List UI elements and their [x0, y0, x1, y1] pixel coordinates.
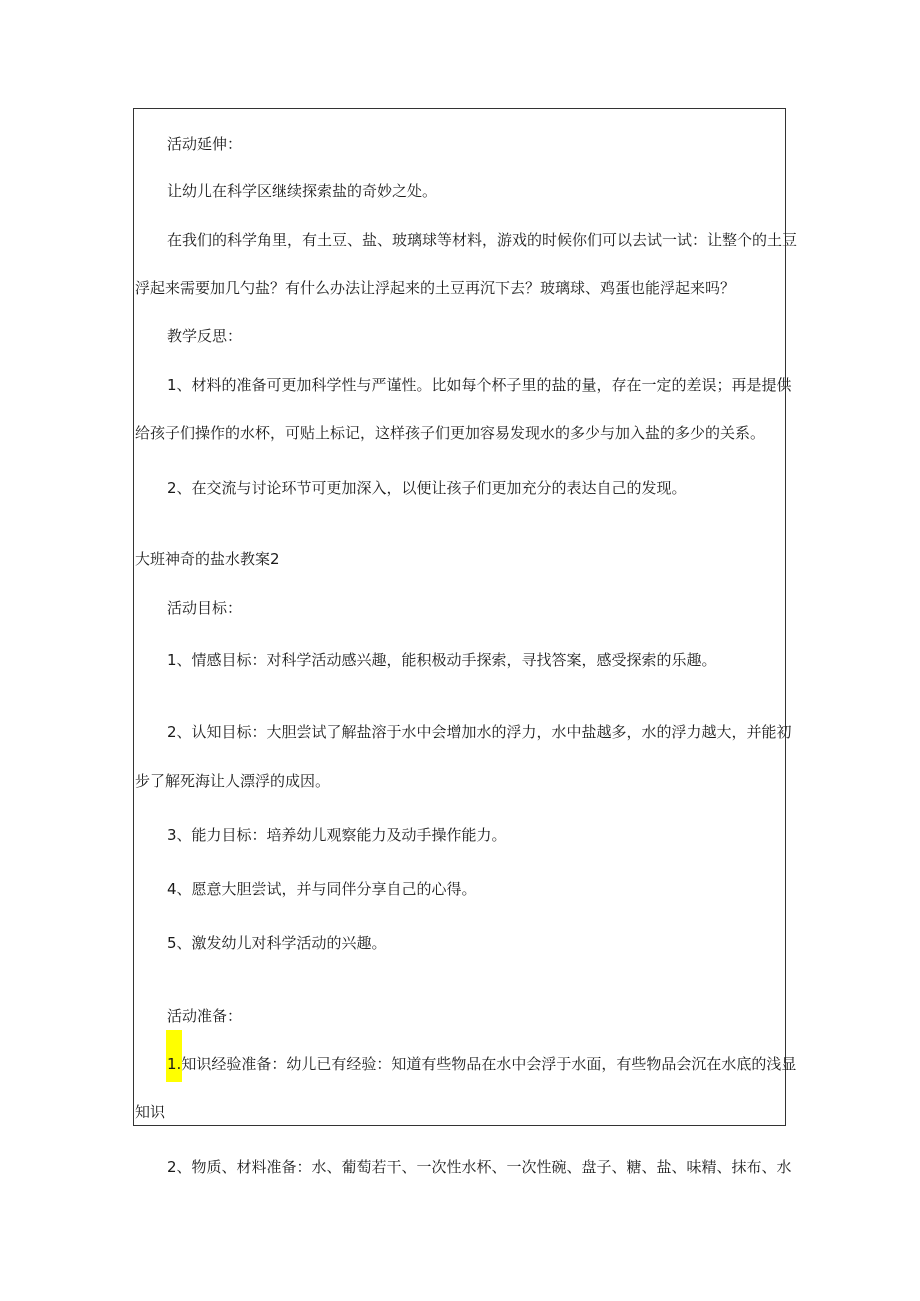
text-line: 2、在交流与讨论环节可更加深入，以便让孩子们更加充分的表达自己的发现。 [167, 479, 687, 497]
text-line: 活动延伸： [167, 135, 243, 153]
prep-item-1 [167, 1054, 796, 1074]
text-line: 活动准备： [167, 1007, 243, 1025]
text-line: 1、情感目标：对科学活动感兴趣，能积极动手探索，寻找答案，感受探索的乐趣。 [167, 651, 717, 669]
text-line: 4、愿意大胆尝试，并与同伴分享自己的心得。 [167, 880, 477, 898]
text-line: 教学反思： [167, 327, 243, 345]
text-line: 5、激发幼儿对科学活动的兴趣。 [167, 934, 387, 952]
text-line: 活动目标： [167, 599, 243, 617]
text-line: 在我们的科学角里，有土豆、盐、玻璃球等材料，游戏的时候你们可以去试一试：让整个的土豆 [167, 231, 798, 249]
text-line: 给孩子们操作的水杯，可贴上标记，这样孩子们更加容易发现水的多少与加入盐的多少的关系。 [135, 424, 766, 442]
text-line: 知识 [135, 1103, 166, 1121]
text-line: 浮起来需要加几勺盐？有什么办法让浮起来的土豆再沉下去？玻璃球、鸡蛋也能浮起来吗？ [135, 279, 736, 297]
prep-item-1-text: 知识经验准备：幼儿已有经验：知道有些物品在水中会浮于水面，有些物品会沉在水底的浅显 [181, 1055, 797, 1073]
text-line: 让幼儿在科学区继续探索盐的奇妙之处。 [167, 182, 438, 200]
text-line: 1、材料的准备可更加科学性与严谨性。比如每个杯子里的盐的量，存在一定的差误；再是提供 [167, 376, 792, 394]
text-line: 3、能力目标：培养幼儿观察能力及动手操作能力。 [167, 826, 507, 844]
text-line: 2、认知目标：大胆尝试了解盐溶于水中会增加水的浮力，水中盐越多，水的浮力越大，并能初 [167, 723, 792, 741]
prep-item-1-number: 1. [167, 1055, 182, 1073]
text-line: 步了解死海让人漂浮的成因。 [135, 772, 331, 790]
section-heading: 大班神奇的盐水教案2 [135, 550, 280, 568]
prep-item-2: 2、物质、材料准备：水、葡萄若干、一次性水杯、一次性碗、盘子、糖、盐、味精、抹布、水 [167, 1158, 792, 1176]
